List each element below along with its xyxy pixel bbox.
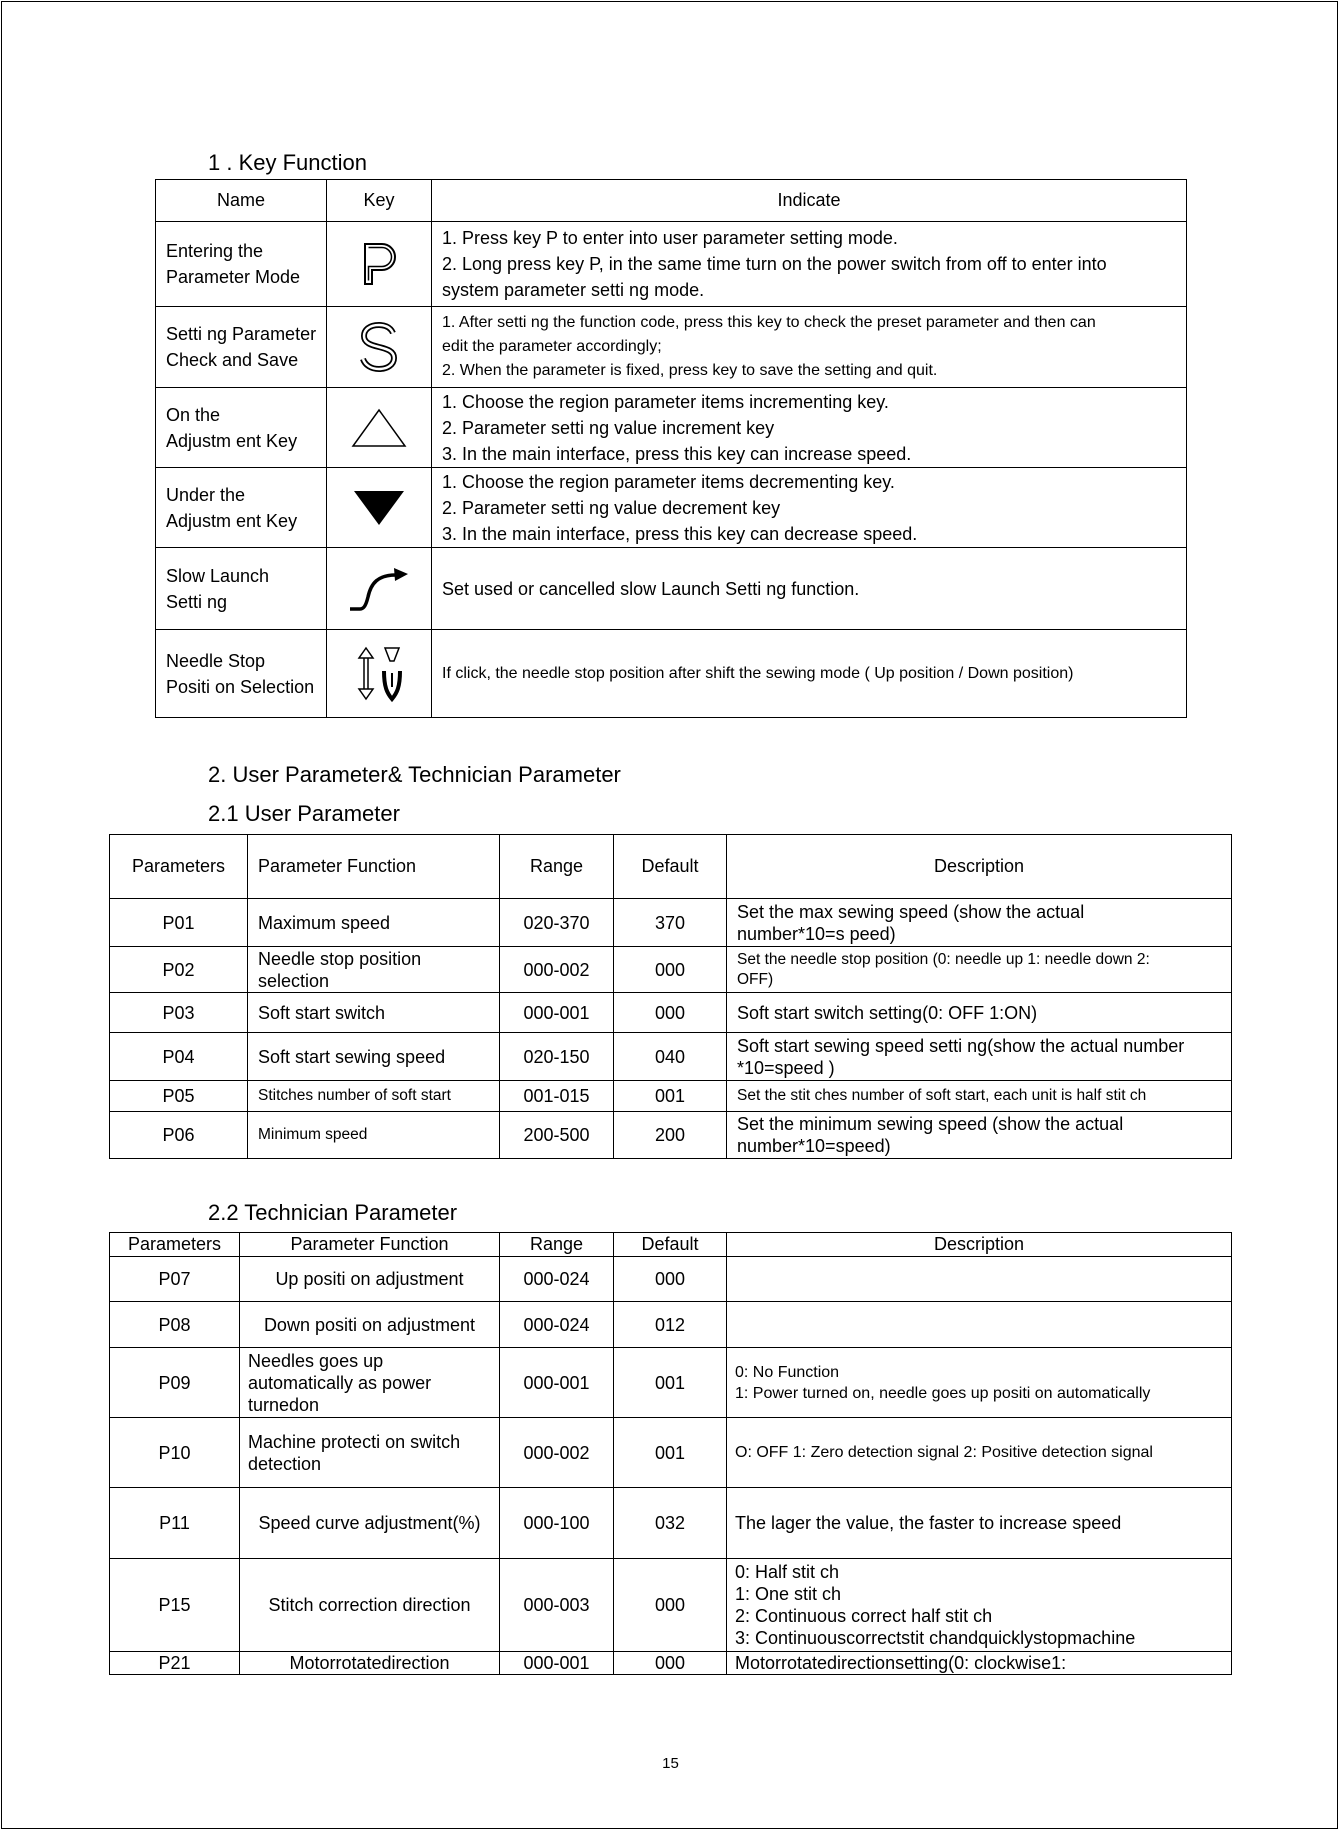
- indicate-line: 1. Press key P to enter into user parameter setting mode.: [442, 228, 898, 248]
- description-line: The lager the value, the faster to increase speed: [735, 1513, 1122, 1533]
- indicate-line: 2. When the parameter is fixed, press key to save the setting and quit.: [442, 362, 938, 379]
- table-row: [110, 993, 1232, 1033]
- indicate-line: 3. In the main interface, press this key can decrease speed.: [442, 523, 918, 544]
- param-default: 000: [614, 1257, 727, 1302]
- indicate-line: 1. After setti ng the function code, press this key to check the preset parameter and then can: [442, 314, 1096, 331]
- key-indicate-cell: [432, 222, 1187, 307]
- user-table-header-row: [110, 835, 1232, 899]
- key-name-cell: [156, 468, 327, 548]
- description-line: 0: Half stit ch: [735, 1562, 840, 1582]
- param-code: P03: [110, 993, 248, 1033]
- param-function: [240, 1652, 500, 1675]
- param-function: [240, 1257, 500, 1302]
- key-name-line: Needle Stop: [166, 650, 266, 671]
- param-code: P21: [110, 1652, 240, 1675]
- param-description: [727, 947, 1232, 993]
- key-name-line: On the: [166, 404, 221, 425]
- down-triangle-icon: [351, 487, 407, 529]
- description-line: Soft start sewing speed setti ng(show the actual number: [737, 1035, 1185, 1056]
- param-description: [727, 1081, 1232, 1112]
- param-function: [248, 1112, 500, 1159]
- param-code: P10: [110, 1418, 240, 1488]
- param-function: [240, 1302, 500, 1348]
- table-row: [110, 1652, 1232, 1675]
- param-function: [248, 1081, 500, 1112]
- table-row: [110, 1302, 1232, 1348]
- table-row: [110, 1081, 1232, 1112]
- param-range: 001-015: [500, 1081, 614, 1112]
- key-indicate-cell: [432, 630, 1187, 718]
- function-line: Maximum speed: [258, 912, 391, 933]
- indicate-line: 1. Choose the region parameter items decrementing key.: [442, 471, 895, 492]
- key-name-line: Parameter Mode: [166, 267, 301, 287]
- key-name-line: Slow Launch: [166, 565, 270, 586]
- table-row: [110, 1348, 1232, 1418]
- key-name-line: Adjustm ent Key: [166, 430, 298, 451]
- param-range: 000-024: [500, 1257, 614, 1302]
- param-default: 370: [614, 899, 727, 947]
- param-description: [727, 1488, 1232, 1559]
- param-function: [240, 1559, 500, 1652]
- description-line: *10=speed ): [737, 1057, 835, 1078]
- param-range: 000-002: [500, 947, 614, 993]
- key-name-cell: [156, 630, 327, 718]
- param-description: [727, 899, 1232, 947]
- param-description: [727, 1348, 1232, 1418]
- function-line: Needles goes up: [248, 1350, 384, 1371]
- param-code: P08: [110, 1302, 240, 1348]
- function-line: detection: [248, 1453, 322, 1474]
- technician-parameter-heading: 2.2 Technician Parameter: [208, 1200, 458, 1225]
- header-description: Description: [727, 1233, 1232, 1257]
- header-parameter-function: Parameter Function: [248, 835, 500, 899]
- description-line: Set the minimum sewing speed (show the actual: [737, 1114, 1124, 1134]
- param-code: P07: [110, 1257, 240, 1302]
- param-range: 000-001: [500, 993, 614, 1033]
- table-row: [110, 1488, 1232, 1559]
- param-default: 000: [614, 1559, 727, 1652]
- key-row-needle-stop: [156, 630, 1187, 718]
- description-line: O: OFF 1: Zero detection signal 2: Positive detection signal: [735, 1444, 1153, 1461]
- key-table-header-row: [156, 180, 1187, 222]
- header-parameters: Parameters: [110, 1233, 240, 1257]
- key-icon-cell: [327, 630, 432, 718]
- header-parameter-function: Parameter Function: [240, 1233, 500, 1257]
- table-row: [110, 1418, 1232, 1488]
- param-range: 000-024: [500, 1302, 614, 1348]
- indicate-line: Set used or cancelled slow Launch Setti ng function.: [442, 578, 860, 599]
- tech-table-header-row: [110, 1233, 1232, 1257]
- key-icon-cell: [327, 468, 432, 548]
- key-name-line: Setti ng: [166, 591, 228, 612]
- param-default: 000: [614, 947, 727, 993]
- param-range: 000-001: [500, 1652, 614, 1675]
- key-icon-cell: [327, 548, 432, 630]
- param-function: [248, 899, 500, 947]
- p-key-icon: [357, 240, 401, 288]
- indicate-line: 2. Long press key P, in the same time turn on the power switch from off to enter into: [442, 254, 1107, 274]
- up-triangle-icon: [350, 406, 408, 450]
- param-function: [240, 1348, 500, 1418]
- description-line: Set the max sewing speed (show the actual: [737, 901, 1085, 922]
- param-code: P06: [110, 1112, 248, 1159]
- description-line: 0: No Function: [735, 1363, 840, 1381]
- key-indicate-cell: [432, 307, 1187, 388]
- key-name-cell: [156, 307, 327, 388]
- param-description: [727, 1559, 1232, 1652]
- key-name-line: Adjustm ent Key: [166, 510, 298, 531]
- indicate-line: 3. In the main interface, press this key can increase speed.: [442, 443, 912, 464]
- key-function-heading: 1 . Key Function: [208, 150, 367, 175]
- header-range: Range: [500, 835, 614, 899]
- table-row: [110, 1112, 1232, 1159]
- function-line: Needle stop position: [258, 948, 422, 969]
- header-key: Key: [327, 180, 432, 222]
- table-row: [110, 947, 1232, 993]
- description-line: 3: Continuouscorrectstit chandquicklystopmachine: [735, 1628, 1136, 1648]
- function-line: Stitch correction direction: [268, 1595, 471, 1615]
- description-line: 1: Power turned on, needle goes up positi on automatically: [735, 1384, 1151, 1402]
- param-code: P01: [110, 899, 248, 947]
- function-line: Stitches number of soft start: [258, 1087, 451, 1104]
- param-description: [727, 1652, 1232, 1675]
- needle-stop-icon: [354, 645, 404, 703]
- param-range: 200-500: [500, 1112, 614, 1159]
- key-name-cell: [156, 388, 327, 468]
- description-line: Motorrotatedirectionsetting(0: clockwise1:: [735, 1653, 1067, 1673]
- key-row-up-adjustment: [156, 388, 1187, 468]
- key-name-line: Check and Save: [166, 350, 299, 370]
- param-default: 000: [614, 993, 727, 1033]
- header-default: Default: [614, 835, 727, 899]
- function-line: Speed curve adjustment(%): [258, 1513, 481, 1533]
- header-description: Description: [727, 835, 1232, 899]
- description-line: 2: Continuous correct half stit ch: [735, 1606, 993, 1626]
- param-range: 000-100: [500, 1488, 614, 1559]
- user-parameter-heading: 2.1 User Parameter: [208, 801, 400, 826]
- key-indicate-cell: [432, 548, 1187, 630]
- function-line: Down positi on adjustment: [263, 1314, 476, 1335]
- param-code: P15: [110, 1559, 240, 1652]
- param-default: 012: [614, 1302, 727, 1348]
- param-description: [727, 1112, 1232, 1159]
- indicate-line: 1. Choose the region parameter items incrementing key.: [442, 391, 889, 412]
- param-range: 000-001: [500, 1348, 614, 1418]
- param-code: P09: [110, 1348, 240, 1418]
- description-line: Set the stit ches number of soft start, each unit is half stit ch: [737, 1087, 1147, 1104]
- user-parameter-table: [109, 834, 1232, 1159]
- param-range: 020-370: [500, 899, 614, 947]
- description-line: OFF): [737, 970, 774, 988]
- param-default: 001: [614, 1418, 727, 1488]
- key-icon-cell: [327, 388, 432, 468]
- param-default: 032: [614, 1488, 727, 1559]
- param-range: 000-003: [500, 1559, 614, 1652]
- indicate-line: 2. Parameter setti ng value increment key: [442, 417, 775, 438]
- s-key-icon: [357, 322, 401, 372]
- function-line: Up positi on adjustment: [275, 1269, 464, 1289]
- param-code: P04: [110, 1033, 248, 1081]
- param-function: [248, 947, 500, 993]
- function-line: Soft start sewing speed: [258, 1046, 446, 1067]
- slow-launch-icon: [346, 565, 412, 613]
- indicate-line: edit the parameter accordingly;: [442, 338, 662, 355]
- key-row-slow-launch: [156, 548, 1187, 630]
- key-function-table: [155, 179, 1187, 718]
- param-code: P11: [110, 1488, 240, 1559]
- key-indicate-cell: [432, 468, 1187, 548]
- technician-parameter-table: [109, 1232, 1232, 1675]
- function-line: Motorrotatedirection: [289, 1653, 450, 1673]
- param-description: [727, 1033, 1232, 1081]
- table-row: [110, 1033, 1232, 1081]
- param-code: P05: [110, 1081, 248, 1112]
- table-row: [110, 899, 1232, 947]
- param-range: 000-002: [500, 1418, 614, 1488]
- param-function: [248, 993, 500, 1033]
- header-indicate: Indicate: [432, 180, 1187, 222]
- description-line: Set the needle stop position (0: needle up 1: needle down 2:: [737, 950, 1150, 968]
- key-row-parameter-mode: [156, 222, 1187, 307]
- key-row-check-save: [156, 307, 1187, 388]
- page-number: 15: [662, 1755, 679, 1772]
- table-row: [110, 1257, 1232, 1302]
- key-icon-cell: [327, 222, 432, 307]
- param-default: 200: [614, 1112, 727, 1159]
- function-line: Minimum speed: [258, 1126, 368, 1143]
- key-name-line: Under the: [166, 484, 246, 505]
- function-line: automatically as power: [248, 1372, 432, 1393]
- function-line: Soft start switch: [258, 1002, 386, 1023]
- indicate-line: If click, the needle stop position after shift the sewing mode ( Up position / Down position): [442, 664, 1074, 682]
- param-function: [240, 1418, 500, 1488]
- param-default: 001: [614, 1348, 727, 1418]
- param-description: [727, 1418, 1232, 1488]
- key-name-line: Entering the: [166, 241, 264, 261]
- header-default: Default: [614, 1233, 727, 1257]
- header-parameters: Parameters: [110, 835, 248, 899]
- description-line: number*10=speed): [737, 1136, 891, 1156]
- description-line: Soft start switch setting(0: OFF 1:ON): [737, 1002, 1038, 1023]
- param-range: 020-150: [500, 1033, 614, 1081]
- description-line: 1: One stit ch: [735, 1584, 842, 1604]
- function-line: turnedon: [248, 1394, 320, 1415]
- param-function: [248, 1033, 500, 1081]
- param-description: [727, 993, 1232, 1033]
- header-range: Range: [500, 1233, 614, 1257]
- param-code: P02: [110, 947, 248, 993]
- function-line: selection: [258, 970, 330, 991]
- param-default: 001: [614, 1081, 727, 1112]
- key-row-down-adjustment: [156, 468, 1187, 548]
- param-function: [240, 1488, 500, 1559]
- function-line: Machine protecti on switch: [248, 1431, 461, 1452]
- header-name: Name: [156, 180, 327, 222]
- user-technician-heading: 2. User Parameter& Technician Parameter: [208, 762, 621, 787]
- indicate-line: system parameter setti ng mode.: [442, 280, 705, 300]
- key-name-cell: [156, 222, 327, 307]
- param-default: 040: [614, 1033, 727, 1081]
- description-line: number*10=s peed): [737, 923, 896, 944]
- key-indicate-cell: [432, 388, 1187, 468]
- table-row: [110, 1559, 1232, 1652]
- param-default: 000: [614, 1652, 727, 1675]
- param-description: [727, 1302, 1232, 1348]
- key-name-cell: [156, 548, 327, 630]
- key-icon-cell: [327, 307, 432, 388]
- key-name-line: Setti ng Parameter: [166, 324, 317, 344]
- key-name-line: Positi on Selection: [166, 676, 315, 697]
- param-description: [727, 1257, 1232, 1302]
- indicate-line: 2. Parameter setti ng value decrement key: [442, 497, 781, 518]
